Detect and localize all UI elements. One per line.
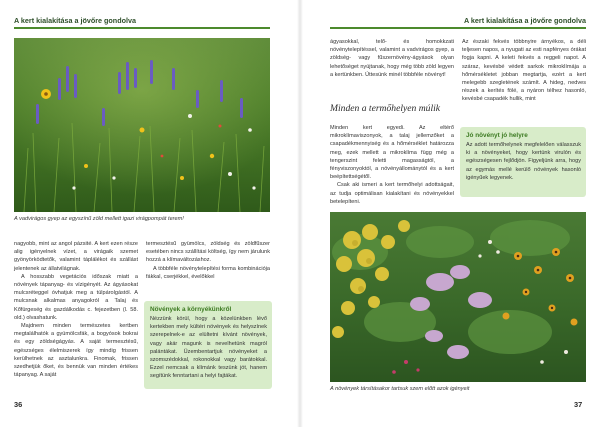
paragraph: Minden kert egyedi. Az eltérő mikroklímaviszonyok, a talaj jellemzőket a csapadékmennyiség és a hőmérséklet határozza meg, ezek mellett a mikroklíma függ még a tengerszint feletti magasságtól, a fényviszonyoktól, a növényállománytól és a kert beépítettségétől. bbox=[330, 125, 454, 181]
header-rule-right bbox=[330, 27, 586, 29]
text-column-2-right bbox=[462, 38, 586, 104]
page-number-right: 37 bbox=[574, 400, 583, 409]
paragraph: nagyobb, mint az angol pázsité. A kert ezen része alig igényelnek vízet, a virágaik szemet gyönyörködtetők, valamint táplálékot és szállást jelentenek az állatvilágnak. bbox=[14, 241, 138, 272]
paragraph: Csak aki ismeri a kert termőhelyi adottságait, az tudja optimálisan kialakítani és növényekkel betelepíteni. bbox=[330, 182, 454, 205]
book-gutter bbox=[297, 0, 303, 427]
photo-caption-left: A vadvirágos gyep az egyszínű zöld mellett igazi virágpompát terem! bbox=[14, 216, 184, 222]
border-photo-art bbox=[330, 212, 586, 382]
header-rule-left bbox=[14, 27, 270, 29]
meadow-flowers-photo bbox=[14, 38, 270, 212]
info-box-text: Nézzünk körül, hogy a közelünkben lévő kertekben mely kültéri növények és helyszínek szerepelnek-e az elültetni kívánt növények, vagy akár magunk is nevelhetünk magról palántákat. Üzembentartjuk növényeket a szomszédokkal, rokonokkal vagy barátokkal. Ezzel nemcsak a klímánk teszünk jót, hanem segítünk fenntartani a helyi fajtákat. bbox=[150, 316, 267, 380]
running-header-right: A kert kialakítása a jövőre gondolva bbox=[464, 15, 586, 25]
info-box-local-plants bbox=[144, 301, 272, 389]
info-box-title: Jó növényt jó helyre bbox=[466, 132, 528, 139]
paragraph: Majdnem minden természetes kertben megtalálhatók a gyümölcsfák, a bogyósok bokrai és egy zöldségágyás. A saját termesztésű, egészséges élelmiszerek így mindig frissen kerülhetnek az asztalunkra. Finomak, frissen szedhetjük őket, és bennük van minden értékes tápanyag. A saját bbox=[14, 323, 138, 379]
section-heading: Minden a termőhelyen múlik bbox=[330, 103, 441, 114]
paragraph: ágyasokkal, telő- és homokkzati növénytelepítéssel, valamint a vadvirágos gyep, a zöldség- vagy fűszernövény-ágyások olyan lehetőséget nyújtanak, hogy még több zöld legyen a kertünkben. Úttesünk minél többféle növényt! bbox=[330, 39, 454, 78]
info-box-text: Az adott termőhelynek megfelelően válasszuk ki a növényeket, hogy kertünk virulón és egészségesen fejlődjön. Figyeljünk arra, hogy az egymás mellé kerülő növények hasonló igényűek legyenek. bbox=[466, 142, 581, 181]
perennial-border-photo bbox=[330, 212, 586, 382]
paragraph: A többféle növénytelepítési forma kombinációja fákkal, cserjékkel, évelőkkel bbox=[146, 265, 270, 280]
info-box-title: Növények a környékünkről bbox=[150, 306, 232, 313]
text-column-1-left bbox=[14, 240, 138, 379]
text-column-1-right-top bbox=[330, 38, 454, 79]
right-page bbox=[300, 0, 600, 427]
meadow-photo-art bbox=[14, 38, 270, 212]
page-number-left: 36 bbox=[14, 400, 23, 409]
photo-caption-right: A növények társításakor tartsuk szem előtt azok igényeit bbox=[330, 386, 470, 392]
text-column-2-left bbox=[146, 240, 270, 281]
info-box-right-place bbox=[460, 127, 586, 197]
running-header-left: A kert kialakítása a jövőre gondolva bbox=[14, 15, 136, 25]
paragraph: termesztésű gyümölcs, zöldség és zöldfűszer esetében nincs szállítási költség, így nem járulunk hozzá a klímaváltozáshoz. bbox=[146, 241, 270, 264]
paragraph: Az északi fekvés többnyire árnyékos, a déli teljesen napos, a nyugati az esti napfényes órákat fogja kapni. A keleti fekvés a reggeli napot. A száraz, kevésbé védett sarkok mikroklímája a hőmérsékletet jobban megtartja, ezért a kert melegebb szegletének számít. A hideg, nedves részek a kerítés fölé, a nyáron télhez hasonló, kevésbé csapadék hullik, mint bbox=[462, 39, 586, 103]
text-column-1-right-bottom bbox=[330, 124, 454, 206]
paragraph: A hosszabb vegetációs időszak miatt a növények tápanyag- és vízigényét. Az ágyásokat mulcsréteggel óvhatjuk meg a túlpárolgástól. A mulcsnak alkalmas anyagokról a Talaj és Kőfürgeség és gazdálkodás c. fejezetben (l. 58. old.) olvashatunk. bbox=[14, 273, 138, 321]
